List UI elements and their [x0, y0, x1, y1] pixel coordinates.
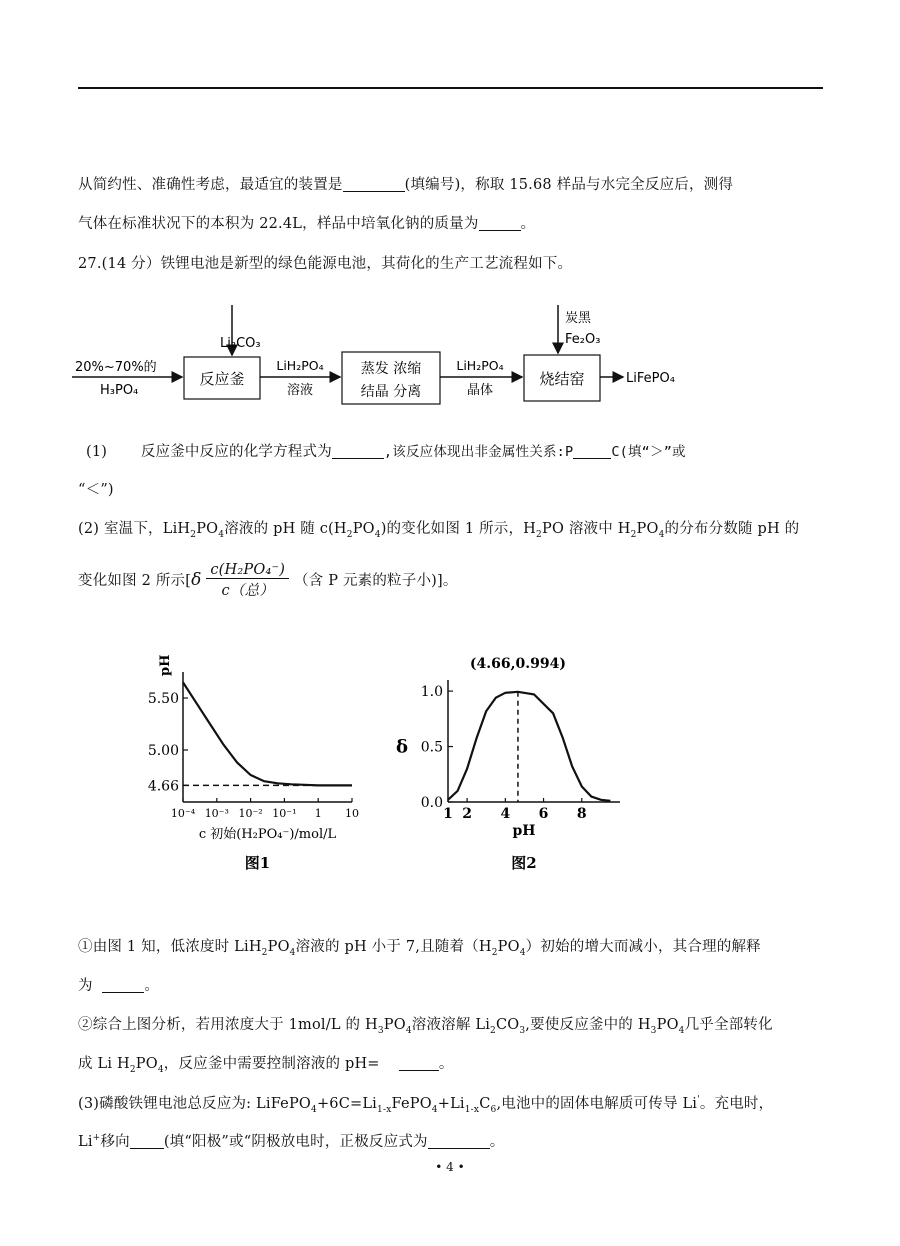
- chart1-x-tick-label: 10: [345, 807, 359, 820]
- flow-arrow2-top: LiH₂PO₄: [456, 358, 504, 373]
- answer-blank[interactable]: [573, 444, 611, 460]
- chart2-y-label: δ: [396, 736, 409, 758]
- answer-blank[interactable]: [332, 444, 384, 460]
- chart1-title: 图1: [244, 854, 271, 872]
- chart1-x-tick-label: 1: [314, 807, 322, 820]
- flow-reagent-fe2o3: Fe₂O₃: [565, 332, 601, 347]
- flow-box-evaporate-top: 蒸发 浓缩: [360, 361, 422, 377]
- chart2-peak-annotation: (4.66,0.994): [469, 656, 566, 672]
- chart1-y-tick-label: 4.66: [147, 778, 179, 795]
- flow-box-evaporate-bottom: 结晶 分离: [360, 384, 422, 400]
- flow-output: LiFePO₄: [626, 371, 675, 386]
- chart2-title: 图2: [511, 854, 537, 872]
- distribution-fraction: [206, 562, 289, 600]
- answer-blank[interactable]: [102, 978, 144, 994]
- answer-blank[interactable]: [428, 1134, 490, 1150]
- process-flow-diagram: [70, 300, 710, 415]
- chart2-x-tick-label: 4: [500, 806, 511, 822]
- sub-question-1-line-2: 为 。: [78, 978, 160, 994]
- chart1-y-tick-label: 5.50: [147, 691, 179, 707]
- text-line-1: 从简约性、准确性考虑，最适宜的装置是 (填编号)，称取 15.68 样品与水完全反应后，测得: [78, 177, 734, 193]
- question-1-line-2: “＜”): [78, 482, 114, 498]
- delta-symbol: δ: [191, 570, 202, 590]
- question-27-heading: 27.(14 分）铁锂电池是新型的绿色能源电池，其荷化的生产工艺流程如下。: [78, 256, 573, 272]
- chart1-x-tick-label: 10⁻²: [238, 807, 263, 820]
- chart2-x-label: pH: [512, 823, 536, 839]
- chart2-y-tick-label: 1.0: [420, 684, 443, 701]
- flow-input-top: 20%~70%的: [75, 360, 157, 375]
- flow-box-kiln-label: 烧结窑: [539, 370, 585, 388]
- flow-box-reactor-label: 反应釜: [199, 370, 245, 388]
- fraction-denominator: c（总）: [221, 583, 274, 599]
- chart2-x-tick-label: 1: [443, 806, 453, 822]
- page-number: • 4 •: [435, 1160, 465, 1174]
- chart2-y-tick-label: 0.5: [420, 739, 443, 756]
- header-rule: [78, 87, 823, 89]
- chart1-x-tick-label: 10⁻⁴: [170, 807, 196, 820]
- chart-2: [396, 656, 620, 872]
- chart-1: [148, 655, 359, 872]
- flow-arrow1-bottom: 溶液: [286, 383, 314, 398]
- answer-blank[interactable]: [130, 1134, 164, 1150]
- text-line-2: 气体在标准状况下的本积为 22.4L，样品中培氧化钠的质量为 。: [78, 216, 536, 232]
- question-3-line: (3)磷酸铁锂电池总反应为: $LiFePO_4+6C=Li_{1-x}FePO_4+Li_{1-x}C_6$,电池中的固体电解质可传导 Li'。充电时，: [78, 1095, 774, 1115]
- flow-arrow1-top: LiH₂PO₄: [276, 358, 324, 373]
- flow-reagent-li2co3: Li₂CO₃: [220, 336, 261, 351]
- answer-blank[interactable]: [399, 1056, 439, 1072]
- chart2-x-tick-label: 8: [576, 806, 587, 822]
- chart1-x-tick-label: 10⁻³: [204, 807, 229, 820]
- chart1-y-label: pH: [158, 654, 173, 676]
- chart1-y-tick-label: 5.00: [147, 743, 179, 759]
- question-3-line-2: Li+移向 (填“阳极”或“阴极放电时，正极反应式为 。: [78, 1133, 505, 1150]
- chart1-x-tick-label: 10⁻¹: [272, 807, 297, 820]
- question-2-line: (2) 室温下，$LiH_2PO_4$溶液的 pH 随 $c(H_2PO_4)$的变化如图 1 所示，$H_2PO$ 溶液中 $H_2PO_4$的分布分数随 pH 的: [78, 521, 800, 540]
- chart2-x-tick-label: 2: [462, 806, 472, 822]
- chart2-series-line: [448, 692, 610, 801]
- fraction-numerator: c(H₂PO₄⁻): [206, 562, 289, 579]
- question-2-formula-line: 变化如图 2 所示[δ $\frac{\text{c(H₂PO₄⁻)}}{\text{c（总）}}$ （含 P 元素的粒子小)]。: [78, 562, 458, 599]
- answer-blank[interactable]: [479, 216, 521, 232]
- charts-figure: [130, 650, 660, 885]
- chart2-y-tick-label: 0.0: [420, 795, 443, 811]
- flow-reagent-carbon: 炭黑: [565, 311, 592, 326]
- flow-input-bottom: H₃PO₄: [100, 383, 139, 398]
- sub-question-2-line-2: 成 Li $H_2PO_4$，反应釜中需要控制溶液的 pH= 。: [78, 1056, 454, 1075]
- flow-arrow2-bottom: 晶体: [466, 383, 494, 398]
- sub-question-2-line: ②综合上图分析，若用浓度大于 1mol/L 的 $H_3PO_4$溶液溶解 $Li_2CO_3$,要使反应釜中的 $H_3PO_4$几乎全部转化: [78, 1017, 773, 1036]
- answer-blank[interactable]: [343, 177, 405, 193]
- chart1-series-line: [183, 682, 352, 785]
- sub-question-1-line: ①由图 1 知，低浓度时 $LiH_2PO_4$溶液的 pH 小于 7,且随着$(H_2PO_4)$初始的增大而减小，其合理的解释: [78, 939, 761, 958]
- question-1-line: (1) 反应釜中反应的化学方程式为 ,该反应体现出非金属性关系:P C(填“＞”或: [86, 444, 686, 460]
- chart2-x-tick-label: 6: [538, 806, 549, 822]
- chart1-x-label: c 初始(H₂PO₄⁻)/mol/L: [198, 827, 337, 842]
